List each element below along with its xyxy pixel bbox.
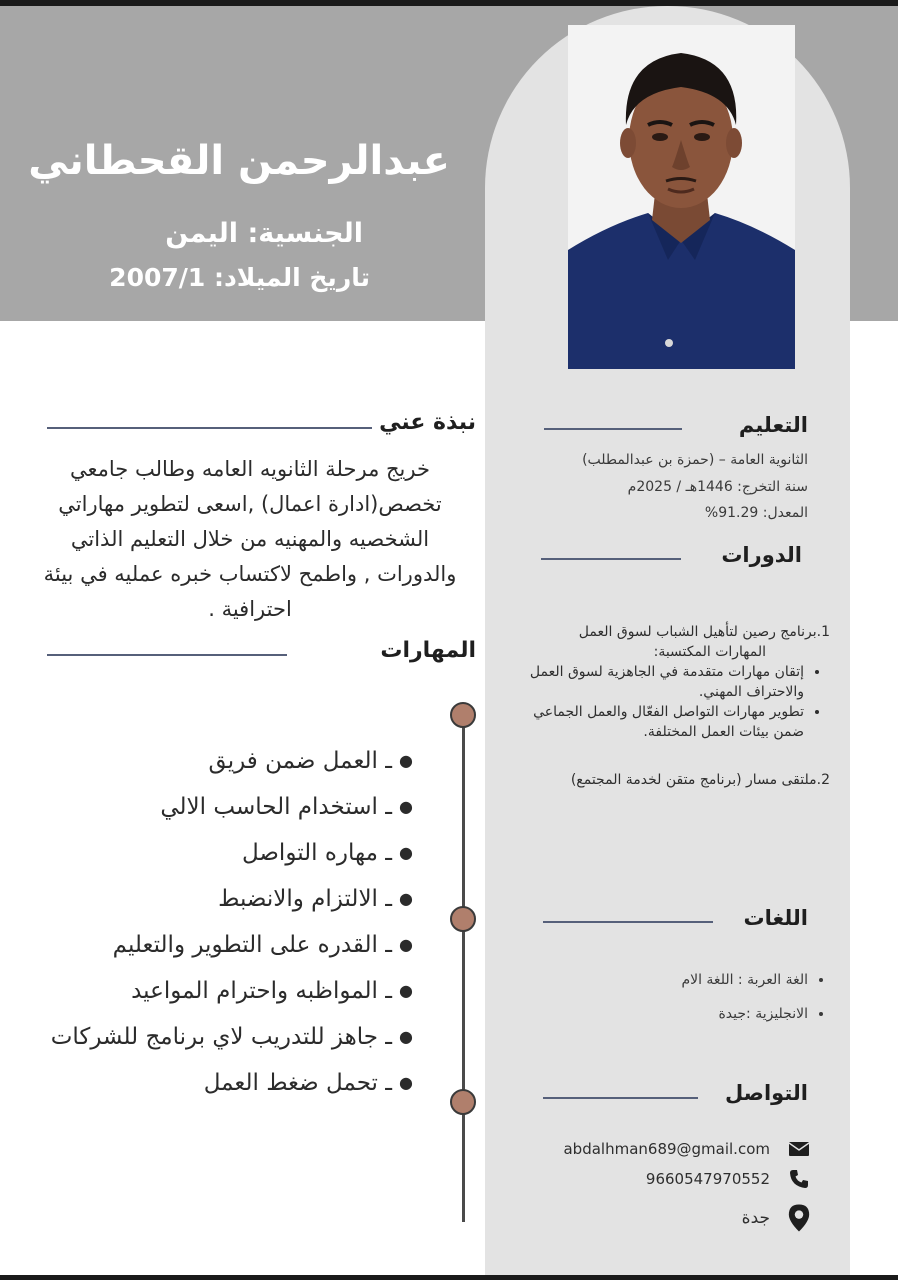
course-item: 2.ملتقى مسار (برنامج متقن لخدمة المجتمع) — [570, 772, 830, 788]
bullet-icon: ● — [399, 1027, 413, 1046]
contact-phone[interactable]: 9660547970552 — [645, 1170, 770, 1188]
education-graduation: سنة التخرج: 1446هـ / 2025م — [627, 479, 808, 495]
skills-title: المهارات — [380, 638, 476, 663]
languages-divider — [543, 921, 713, 923]
bullet-icon: ● — [399, 797, 413, 816]
bullet-icon: ● — [399, 751, 413, 770]
timeline-dot — [450, 1089, 476, 1115]
skill-item: ●ـ جاهز للتدريب لاي برنامج للشركات — [30, 1020, 420, 1066]
education-divider — [544, 428, 682, 430]
skill-item: ●ـ القدره على التطوير والتعليم — [30, 928, 420, 974]
location-icon — [788, 1201, 810, 1235]
email-icon — [788, 1142, 810, 1156]
skill-item: ●ـ العمل ضمن فريق — [30, 744, 420, 790]
bullet-icon: ● — [399, 935, 413, 954]
timeline-line — [462, 714, 465, 1222]
contact-email[interactable]: abdalhman689@gmail.com — [563, 1140, 770, 1158]
bullet-icon: ● — [399, 981, 413, 1000]
language-item: • الغة العربة : اللغة الام — [681, 963, 808, 997]
about-divider — [47, 427, 372, 429]
course-skills-label: المهارات المكتسبة: — [653, 644, 766, 660]
course-skill-bullet: • إتقان مهارات متقدمة في الجاهزية لسوق العمل والاحتراف المهني. — [500, 662, 804, 702]
timeline-dot — [450, 702, 476, 728]
course-skill-bullets — [500, 662, 830, 742]
education-gpa: المعدل: 91.29% — [704, 505, 808, 521]
about-text: خريج مرحلة الثانويه العامه وطالب جامعي تخصص(ادارة اعمال) ,اسعى لتطوير مهاراتي الشخصيه والمهنيه من خلال التعليم الذاتي والدورات , واطمح لاكتساب خبره عمليه في بيئة احترافية . — [43, 457, 457, 621]
bottom-border — [0, 1275, 898, 1280]
skill-item: ●ـ تحمل ضغط العمل — [30, 1066, 420, 1112]
course-skill-bullet: • تطوير مهارات التواصل الفعّال والعمل الجماعي ضمن بيئات العمل المختلفة. — [500, 702, 804, 742]
timeline-dot — [450, 906, 476, 932]
courses-list — [500, 622, 830, 790]
courses-title: الدورات — [721, 543, 802, 567]
nationality-line: الجنسية: اليمن — [165, 218, 363, 249]
skills-divider — [47, 654, 287, 656]
languages-title: اللغات — [743, 906, 808, 930]
contact-email-row — [563, 1140, 810, 1158]
contact-divider — [543, 1097, 698, 1099]
contact-city-row — [742, 1201, 810, 1235]
about-title: نبذة عني — [379, 410, 476, 435]
skills-list — [30, 744, 420, 1112]
courses-divider — [541, 558, 681, 560]
education-school: الثانوية العامة – (حمزة بن عبدالمطلب) — [582, 452, 808, 468]
contact-phone-row — [646, 1169, 810, 1189]
bullet-icon: ● — [399, 843, 413, 862]
bullet-icon: ● — [399, 889, 413, 908]
skill-item: ●ـ الالتزام والانضبط — [30, 882, 420, 928]
contact-title: التواصل — [724, 1081, 808, 1105]
contact-city: جدة — [741, 1208, 770, 1228]
course-item: 1.برنامج رصين لتأهيل الشباب لسوق العمل — [578, 624, 830, 640]
skill-item: ●ـ مهاره التواصل — [30, 836, 420, 882]
skill-item: ●ـ استخدام الحاسب الالي — [30, 790, 420, 836]
skill-item: ●ـ المواظبه واحترام المواعيد — [30, 974, 420, 1020]
profile-photo — [568, 25, 795, 369]
phone-icon — [788, 1169, 810, 1189]
language-item: • الانجليزية :جيدة — [681, 997, 808, 1031]
birth-date-line: تاريخ الميلاد: 2007/1 — [109, 263, 370, 292]
portrait-illustration — [568, 25, 795, 369]
education-title: التعليم — [738, 413, 808, 437]
languages-list — [681, 963, 808, 1031]
bullet-icon: ● — [399, 1073, 413, 1092]
person-name: عبدالرحمن القحطاني — [28, 138, 450, 184]
